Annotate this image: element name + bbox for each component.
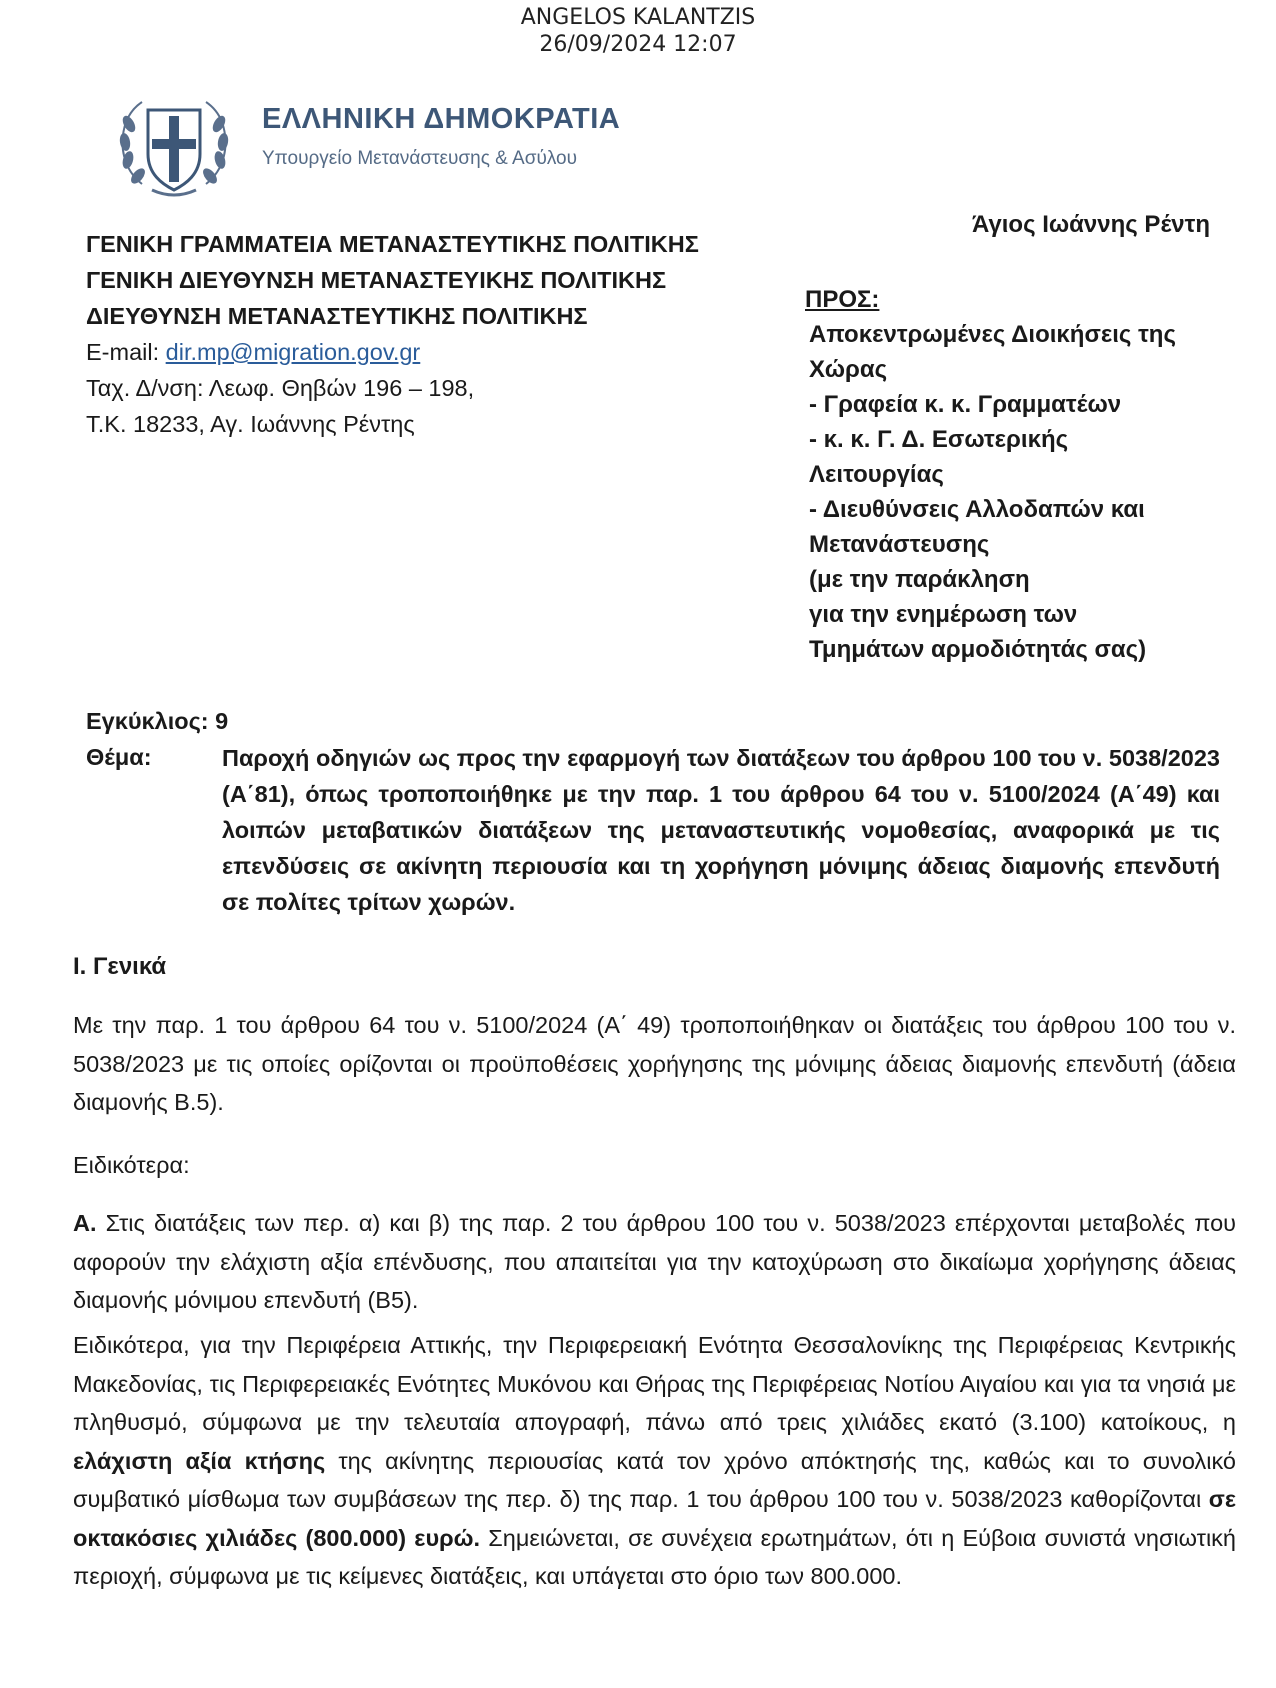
greek-coat-of-arms-logo [112, 84, 236, 208]
sender-line-2: ΓΕΝΙΚΗ ΔΙΕΥΘΥΝΣΗ ΜΕΤΑΝΑΣΤΕΥΙΚΗΣ ΠΟΛΙΤΙΚΗΣ [86, 267, 667, 293]
paragraph-4-emphasis-2: σε οκτακόσιες χιλιάδες (800.000) ευρώ. [73, 1486, 1236, 1551]
section-title: Ι. Γενικά [73, 953, 167, 980]
circular-number: Εγκύκλιος: 9 [86, 708, 229, 734]
email-label: E-mail: [86, 339, 160, 365]
recipients-label: ΠΡΟΣ: [805, 286, 880, 313]
sender-block [86, 226, 699, 442]
paragraph-3 [73, 1204, 1236, 1320]
paragraph-2: Ειδικότερα: [73, 1152, 190, 1178]
email-link[interactable]: dir.mp@migration.gov.gr [165, 339, 421, 365]
recipients-block [803, 282, 1176, 667]
subject-text: Παροχή οδηγιών ως προς την εφαρμογή των διατάξεων του άρθρου 100 του ν. 5038/2023 (Α΄81), όπως τροποποιήθηκε με την παρ. 1 του άρθρου 64 του ν. 5100/2024 (Α΄49) και λοιπών μεταβατικών διατάξεων της μεταναστευτικής νομοθεσίας, αναφορικά με τις επενδύσεις σε ακίνητη περιουσία και τη χορήγηση μόνιμης άδειας διαμονής επενδυτή σε πολίτες τρίτων χωρών. [222, 745, 1220, 915]
republic-title: ΕΛΛΗΝΙΚΗ ΔΗΜΟΚΡΑΤΙΑ [262, 103, 621, 135]
paragraph-4-part-c: της ακίνητης περιουσίας κατά τον χρόνο απόκτησής της, καθώς και το συνολικό συμβατικό μίσθωμα των συμβάσεων της περ. δ) της παρ. 1 του άρθρου 100 του ν. 5038/2023 καθορίζονται [73, 1447, 1236, 1512]
recipient-line: Αποκεντρωμένες Διοικήσεις της [809, 321, 1176, 348]
sender-line-1: ΓΕΝΙΚΗ ΓΡΑΜΜΑΤΕΙΑ ΜΕΤΑΝΑΣΤΕΥΤΙΚΗΣ ΠΟΛΙΤΙΚΗΣ [86, 231, 699, 257]
recipient-line: Χώρας [809, 356, 888, 383]
paragraph-3-label: Α. [73, 1210, 97, 1236]
recipient-line: (με την παράκληση [809, 566, 1030, 593]
paragraph-4-part-a: Ειδικότερα, για την Περιφέρεια Αττικής, την Περιφερειακή Ενότητα Θεσσαλονίκης της Περιφέρειας Κεντρικής Μακεδονίας, τις Περιφερειακές Ενότητες Μυκόνου και Θήρας της Περιφέρειας Νοτίου Αιγαίου και για τα νησιά με πληθυσμό, σύμφωνα με την τελευταία απογραφή, πάνω από τρεις χιλιάδες εκατό (3.100) κατοίκους, η [73, 1332, 1236, 1435]
signature-datetime: 26/09/2024 12:07 [539, 32, 737, 57]
paragraph-4 [73, 1326, 1236, 1596]
email-row [86, 334, 699, 370]
recipient-line: Λειτουργίας [809, 461, 944, 488]
subject-label: Θέμα: [86, 744, 152, 770]
paragraph-3-text: Στις διατάξεις των περ. α) και β) της παρ. 2 του άρθρου 100 του ν. 5038/2023 επέρχονται μεταβολές που αφορούν την ελάχιστη αξία επένδυσης, που απαιτείται για την κατοχύρωση στο δικαίωμα χορήγησης άδειας διαμονής μόνιμου επενδυτή (Β5). [73, 1210, 1236, 1313]
recipient-line: για την ενημέρωση των [809, 601, 1078, 628]
recipient-line: - Διευθύνσεις Αλλοδαπών και [809, 496, 1145, 523]
recipient-line: - κ. κ. Γ. Δ. Εσωτερικής [809, 426, 1069, 453]
paragraph-4-emphasis-1: ελάχιστη αξία κτήσης [73, 1447, 326, 1474]
sender-address: Ταχ. Δ/νση: Λεωφ. Θηβών 196 – 198, [86, 375, 475, 401]
recipient-line: Μετανάστευσης [809, 531, 990, 558]
paragraph-4-part-e: Σημειώνεται, σε συνέχεια ερωτημάτων, ότι η Εύβοια συνιστά νησιωτική περιοχή, σύμφωνα με τις κείμενες διατάξεις, και υπάγεται στο όριο των 800.000. [73, 1524, 1237, 1589]
sender-postal: Τ.Κ. 18233, Αγ. Ιωάννης Ρέντης [86, 411, 415, 437]
digital-signature [0, 4, 1276, 58]
paragraph-1: Με την παρ. 1 του άρθρου 64 του ν. 5100/2024 (Α΄ 49) τροποποιήθηκαν οι διατάξεις του άρθρου 100 του ν. 5038/2023 με τις οποίες ορίζονται οι προϋποθέσεις χορήγησης της μόνιμης άδειας διαμονής επενδυτή (άδεια διαμονής Β.5). [73, 1012, 1236, 1115]
recipient-line: - Γραφεία κ. κ. Γραμματέων [809, 391, 1122, 418]
sender-line-3: ΔΙΕΥΘΥΝΣΗ ΜΕΤΑΝΑΣΤΕΥΤΙΚΗΣ ΠΟΛΙΤΙΚΗΣ [86, 303, 588, 329]
recipient-line: Τμημάτων αρμοδιότητάς σας) [809, 636, 1147, 663]
ministry-name: Υπουργείο Μετανάστευσης & Ασύλου [262, 148, 578, 169]
signature-name: ANGELOS KALANTZIS [520, 5, 756, 30]
place-of-issue: Άγιος Ιωάννης Ρέντη [971, 211, 1210, 238]
